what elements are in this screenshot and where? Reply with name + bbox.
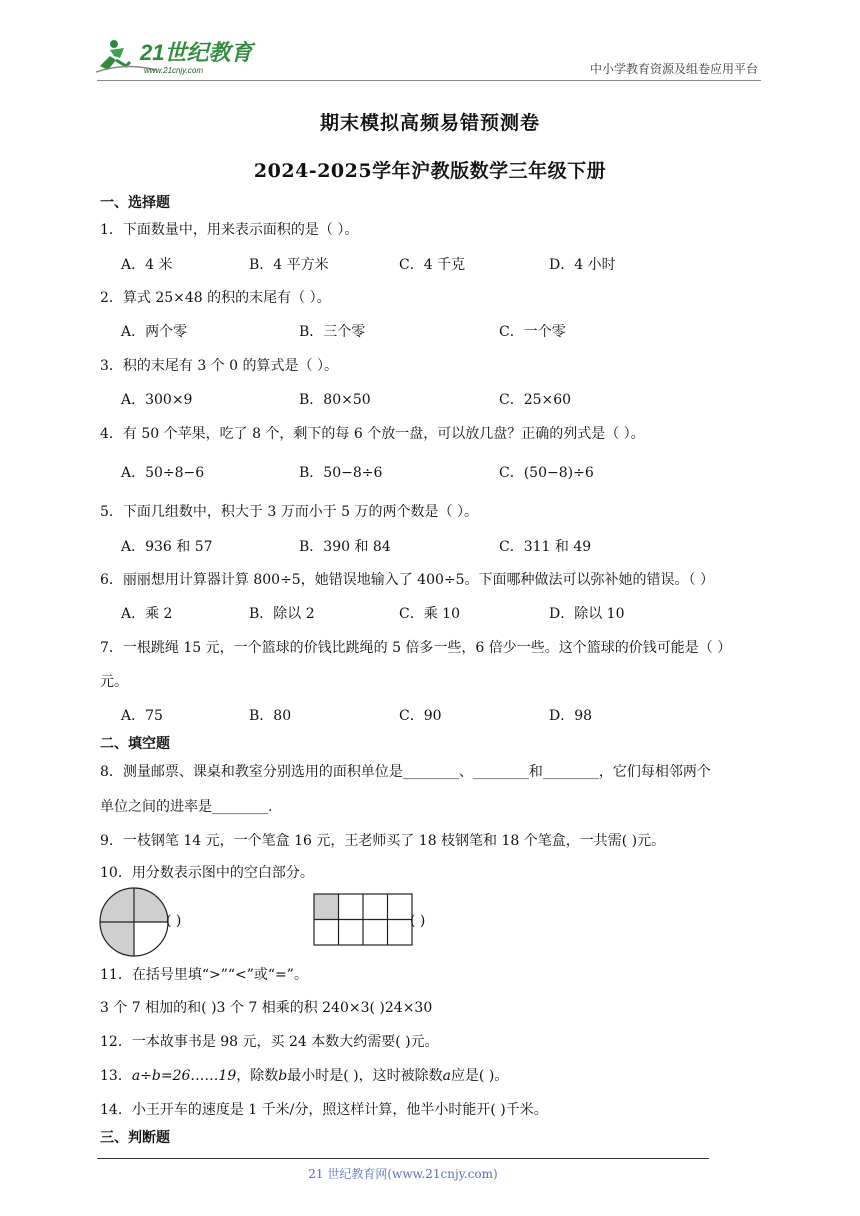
q13-text-1: ，除数	[236, 1068, 279, 1084]
question-13	[100, 1065, 508, 1085]
question-5: 5．下面几组数中，积大于 3 万而小于 5 万的两个数是（ ）。	[100, 504, 478, 520]
logo-text: 21世纪教育	[140, 40, 253, 65]
q2-option-b: B．三个零	[299, 324, 366, 340]
question-9: 9．一枝钢笔 14 元，一个笔盒 16 元，王老师买了 18 枝钢笔和 18 个笔盒，一共需( )元。	[100, 833, 666, 849]
runner-logo-icon	[96, 36, 261, 76]
footer-site-link[interactable]: 21 世纪教育网(www.21cnjy.com)	[308, 1167, 498, 1181]
q4-option-c: C．(50−8)÷6	[499, 465, 594, 481]
grid-rectangle-figure	[313, 893, 413, 947]
section-heading-choice: 一、选择题	[100, 195, 170, 211]
q7-option-d: D．98	[549, 708, 593, 724]
q13-var-a: a	[442, 1068, 451, 1084]
q13-number: 13．	[100, 1068, 132, 1084]
q13-expression: a÷b=26……19	[131, 1068, 237, 1084]
question-4: 4．有 50 个苹果，吃了 8 个，剩下的每 6 个放一盘，可以放几盘？正确的列式是（ ）。	[100, 426, 645, 442]
q3-option-b: B．80×50	[299, 392, 371, 408]
quartered-circle-figure	[98, 886, 170, 958]
page-subtitle: 2024-2025学年沪教版数学三年级下册	[253, 160, 607, 182]
q2-option-a: A．两个零	[121, 324, 188, 340]
q1-option-c: C．4 千克	[399, 257, 466, 273]
question-10: 10．用分数表示图中的空白部分。	[100, 865, 314, 881]
platform-label: 中小学教育资源及组卷应用平台	[589, 62, 758, 76]
q6-option-d: D．除以 10	[549, 606, 625, 622]
q13-text-3: 应是( )。	[450, 1068, 509, 1084]
grid-shaded-cell	[314, 894, 339, 919]
q4-option-a: A．50÷8−6	[121, 465, 205, 481]
q1-option-d: D．4 小时	[549, 257, 616, 273]
q7-option-a: A．75	[121, 708, 163, 724]
q3-option-a: A．300×9	[121, 392, 193, 408]
q4-option-b: B．50−8÷6	[299, 465, 383, 481]
question-6: 6．丽丽想用计算器计算 800÷5，她错误地输入了 400÷5。下面哪种做法可以弥补她的错误。（ ）	[100, 572, 714, 588]
section-heading-judge: 三、判断题	[100, 1130, 170, 1146]
q1-option-a: A．4 米	[121, 257, 173, 273]
question-12: 12．一本故事书是 98 元，买 24 本数大约需要( )元。	[100, 1034, 439, 1050]
q6-option-b: B．除以 2	[249, 606, 315, 622]
question-8-line1: 8．测量邮票、课桌和教室分别选用的面积单位是________、________和________，它们每相邻两个	[100, 764, 711, 780]
q5-option-b: B．390 和 84	[299, 539, 391, 555]
q13-text-2: 最小时是( )，这时被除数	[287, 1068, 443, 1084]
q13-var-b: b	[278, 1068, 288, 1084]
question-11: 11．在括号里填“>”“<”或“=”。	[100, 967, 308, 983]
q7-option-c: C．90	[399, 708, 442, 724]
site-logo	[96, 36, 261, 76]
question-14: 14．小王开车的速度是 1 千米/分，照这样计算，他半小时能开( )千米。	[100, 1102, 548, 1118]
header-divider	[97, 80, 761, 81]
page-title: 期末模拟高频易错预测卷	[319, 112, 540, 134]
question-2: 2．算式 25×48 的积的末尾有（ ）。	[100, 290, 331, 306]
q1-option-b: B．4 平方米	[249, 257, 329, 273]
q10-answer-blank-1: ( )	[166, 913, 182, 929]
section-heading-fill: 二、填空题	[100, 736, 170, 752]
q3-option-c: C．25×60	[499, 392, 572, 408]
q5-option-c: C．311 和 49	[499, 539, 592, 555]
q6-option-c: C．乘 10	[399, 606, 460, 622]
q2-option-c: C．一个零	[499, 324, 566, 340]
footer-divider	[97, 1158, 709, 1159]
q10-answer-blank-2: ( )	[410, 913, 426, 929]
logo-url: www.21cnjy.com	[144, 66, 203, 75]
question-7-continued: 元。	[100, 674, 128, 690]
question-11-items: 3 个 7 相加的和( )3 个 7 相乘的积 240×3( )24×30	[100, 1000, 433, 1016]
q6-option-a: A．乘 2	[121, 606, 173, 622]
q7-option-b: B．80	[249, 708, 292, 724]
question-3: 3．积的末尾有 3 个 0 的算式是（ ）。	[100, 358, 338, 374]
question-7: 7．一根跳绳 15 元，一个篮球的价钱比跳绳的 5 倍多一些，6 倍少一些。这个篮球的价钱可能是（ ）	[100, 640, 732, 656]
question-1: 1．下面数量中，用来表示面积的是（ ）。	[100, 222, 359, 238]
q5-option-a: A．936 和 57	[121, 539, 213, 555]
question-8-line2: 单位之间的进率是________.	[100, 799, 273, 815]
